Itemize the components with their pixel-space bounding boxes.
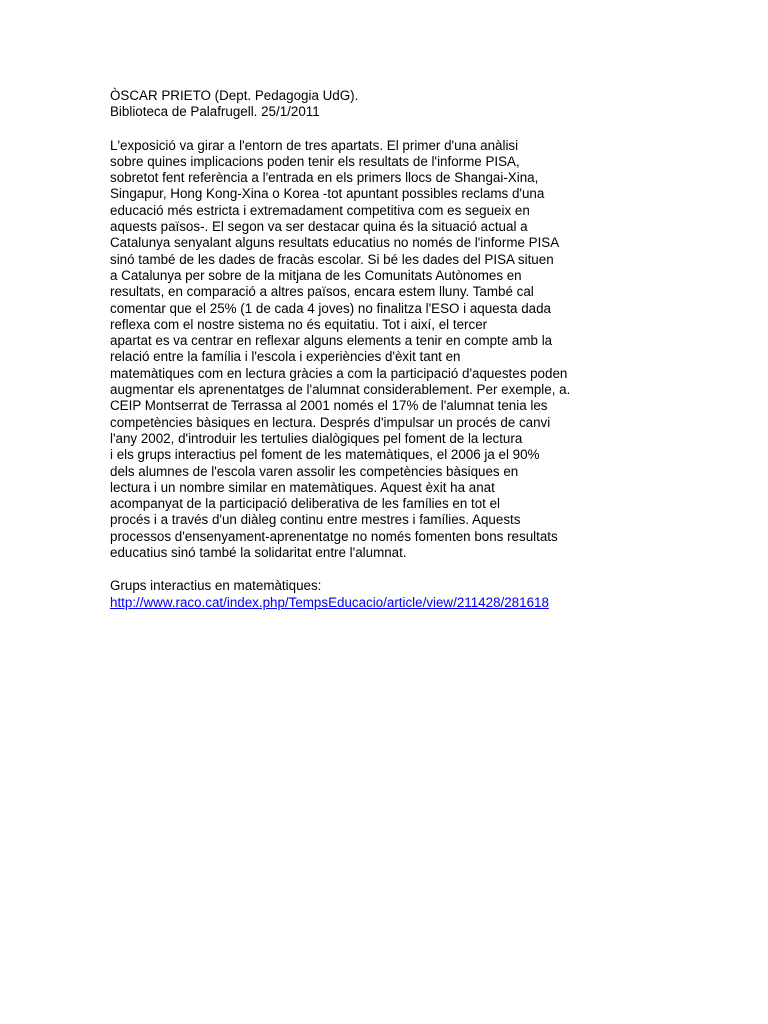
body-line: reflexa com el nostre sistema no és equitatiu. Tot i així, el tercer (110, 316, 488, 332)
body-line: dels alumnes de l'escola varen assolir les competències bàsiques en (110, 463, 519, 479)
body-line: educació més estricta i extremadament competitiva com es segueix en (110, 202, 530, 218)
body-line: sobretot fent referència a l'entrada en els primers llocs de Shangai-Xina, (110, 170, 539, 186)
venue-date-line: Biblioteca de Palafrugell. 25/1/2011 (110, 104, 320, 120)
body-line: educatius sinó també la solidaritat entre l'alumnat. (110, 545, 407, 561)
body-line: apartat es va centrar en reflexar alguns elements a tenir en compte amb la (110, 333, 553, 349)
body-line: sobre quines implicacions poden tenir els resultats de l'informe PISA, (110, 153, 520, 169)
body-line: L'exposició va girar a l'entorn de tres apartats. El primer d'una anàlisi (110, 137, 519, 153)
body-line: CEIP Montserrat de Terrassa al 2001 només el 17% de l'alumnat tenia les (110, 398, 548, 414)
body-line: Singapur, Hong Kong-Xina o Korea -tot apuntant possibles reclams d'una (110, 186, 545, 202)
link-caption: Grups interactius en matemàtiques: (110, 578, 322, 594)
body-line: procés i a través d'un diàleg continu entre mestres i famílies. Aquests (110, 512, 521, 528)
body-line: matemàtiques com en lectura gràcies a com la participació d'aquestes poden (110, 365, 568, 381)
body-line: resultats, en comparació a altres països, encara estem lluny. També cal (110, 284, 534, 300)
body-line: competències bàsiques en lectura. Després d'impulsar un procés de canvi (110, 414, 551, 430)
paragraph-gap (110, 561, 730, 578)
body-line: l'any 2002, d'introduir les tertulies dialògiques pel foment de la lectura (110, 430, 523, 446)
body-line: relació entre la família i l'escola i experiències d'èxit tant en (110, 349, 461, 365)
body-line: comentar que el 25% (1 de cada 4 joves) no finalitza l'ESO i aquesta dada (110, 300, 551, 316)
body-line: sinó també de les dades de fracàs escolar. Si bé les dades del PISA situen (110, 251, 554, 267)
body-line: acompanyat de la participació deliberativa de les famílies en tot el (110, 496, 501, 512)
body-line: Catalunya senyalant alguns resultats educatius no només de l'informe PISA (110, 235, 560, 251)
body-line: processos d'ensenyament-aprenentatge no només fomenten bons resultats (110, 528, 558, 544)
body-line: i els grups interactius pel foment de les matemàtiques, el 2006 ja el 90% (110, 447, 540, 463)
body-line: a Catalunya per sobre de la mitjana de les Comunitats Autònomes en (110, 267, 522, 283)
body-line: aquests països-. El segon va ser destacar quina és la situació actual a (110, 219, 528, 235)
article-link[interactable]: http://www.raco.cat/index.php/TempsEducacio/article/view/211428/281618 (110, 594, 549, 610)
document-page (110, 88, 730, 611)
body-line: augmentar els aprenentatges de l'alumnat considerablement. Per exemple, a. (110, 382, 571, 398)
author-line: ÒSCAR PRIETO (Dept. Pedagogia UdG). (110, 88, 359, 103)
paragraph-gap (110, 121, 730, 138)
body-paragraph (110, 138, 730, 562)
body-line: lectura i un nombre similar en matemàtiques. Aquest èxit ha anat (110, 479, 495, 495)
